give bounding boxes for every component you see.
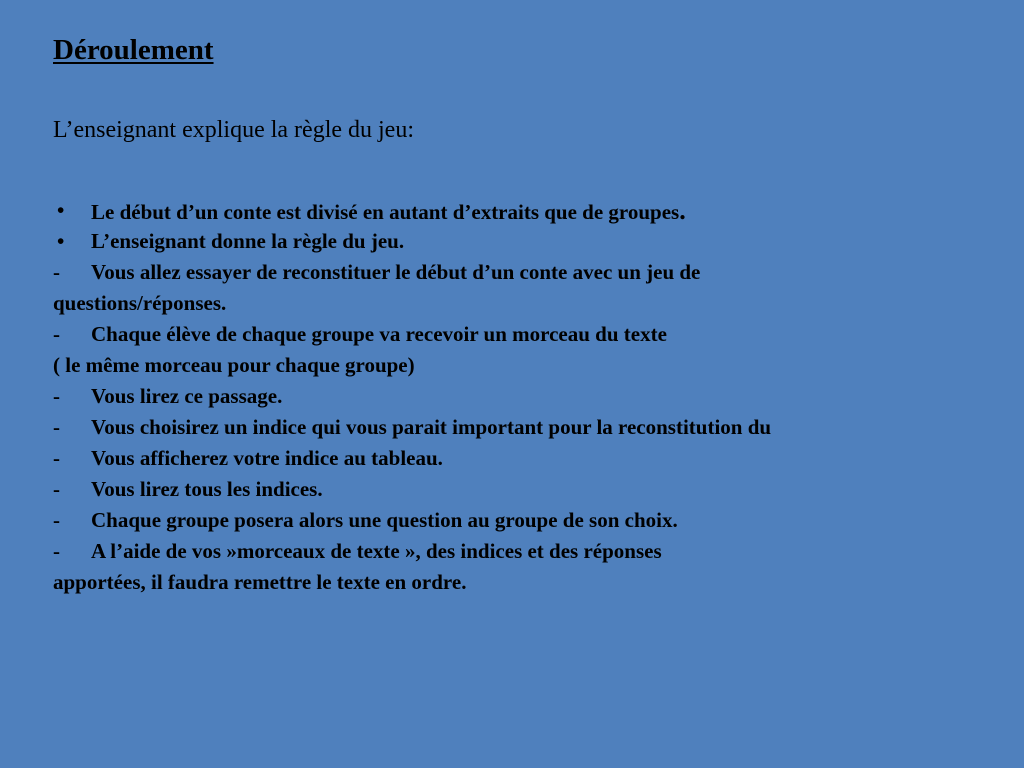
dash-marker: - — [53, 322, 60, 346]
bullet-text: Le début d’un conte est divisé en autant d’extraits que de groupes — [91, 200, 680, 224]
dash-text: Chaque élève de chaque groupe va recevoir un morceau du texte — [91, 322, 667, 346]
bullet-marker: • — [57, 229, 65, 253]
dash-text: Chaque groupe posera alors une question au groupe de son choix. — [91, 508, 678, 532]
dash-item — [53, 443, 1013, 474]
bullet-text: L’enseignant donne la règle du jeu. — [91, 229, 405, 253]
dash-marker: - — [53, 477, 60, 501]
dash-item — [53, 412, 1013, 443]
dash-item — [53, 257, 1013, 288]
slide-title: Déroulement — [53, 34, 214, 66]
dash-marker: - — [53, 539, 60, 563]
dash-text: Vous choisirez un indice qui vous parait important pour la reconstitution du — [91, 415, 772, 439]
dash-item — [53, 474, 1013, 505]
dash-text: Vous lirez ce passage. — [91, 384, 283, 408]
bullet-marker: • — [57, 198, 65, 222]
continuation-text: questions/réponses. — [53, 291, 227, 315]
dash-text: A l’aide de vos »morceaux de texte », des indices et des réponses — [91, 539, 662, 563]
bullet-item — [53, 195, 1013, 226]
dash-marker: - — [53, 260, 60, 284]
dash-text: Vous afficherez votre indice au tableau. — [91, 446, 443, 470]
dash-item — [53, 381, 1013, 412]
dash-item-continuation — [53, 288, 1013, 319]
dash-marker: - — [53, 508, 60, 532]
dash-text: Vous lirez tous les indices. — [91, 477, 323, 501]
intro-text: L’enseignant explique la règle du jeu: — [53, 117, 414, 143]
dash-text: Vous allez essayer de reconstituer le début d’un conte avec un jeu de — [91, 260, 701, 284]
dash-item-continuation — [53, 350, 1013, 381]
continuation-text: apportées, il faudra remettre le texte en ordre. — [53, 570, 467, 594]
dash-marker: - — [53, 384, 60, 408]
dash-item — [53, 536, 1013, 567]
dash-item — [53, 319, 1013, 350]
dash-item — [53, 505, 1013, 536]
dash-marker: - — [53, 415, 60, 439]
dash-item-continuation — [53, 567, 1013, 598]
continuation-text: ( le même morceau pour chaque groupe) — [53, 353, 415, 377]
bullet-end-mark: . — [679, 196, 686, 225]
bullet-item — [53, 226, 1013, 257]
rules-list — [53, 195, 1013, 598]
dash-marker: - — [53, 446, 60, 470]
